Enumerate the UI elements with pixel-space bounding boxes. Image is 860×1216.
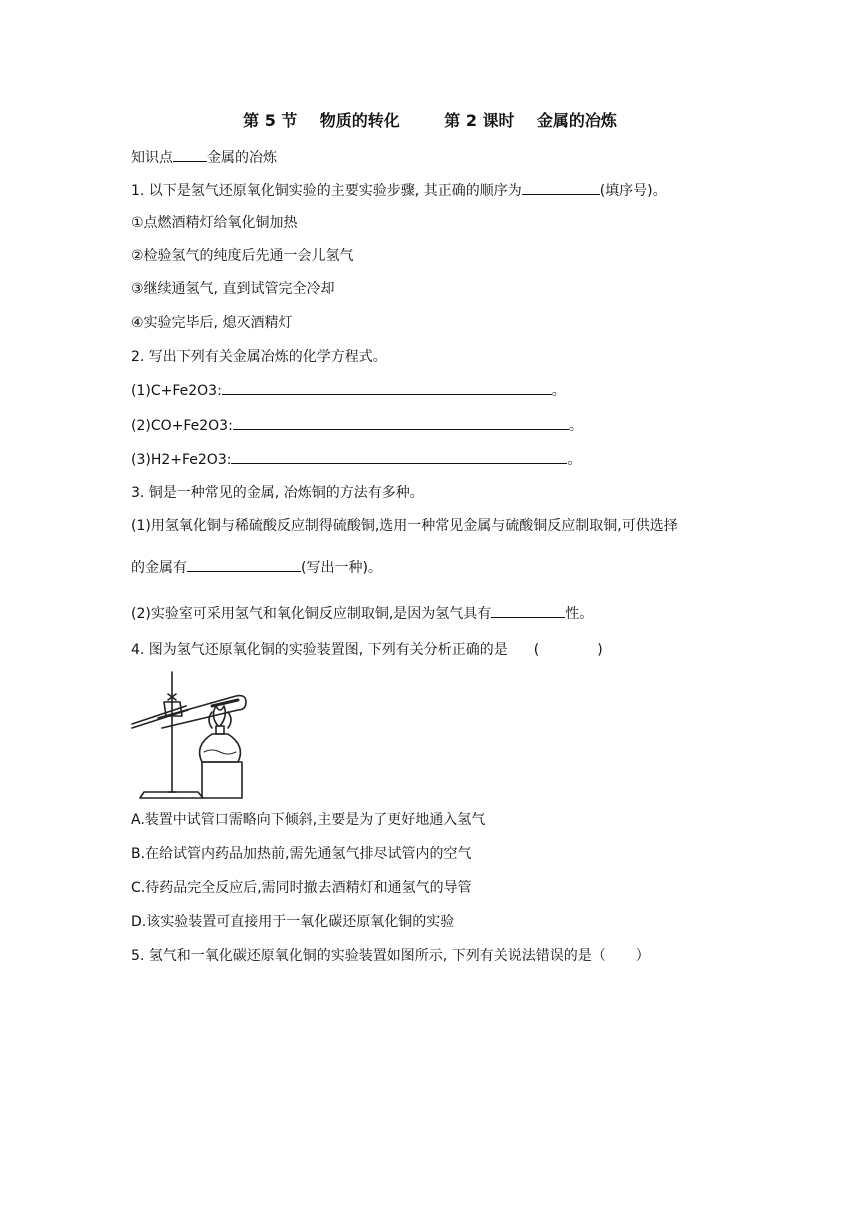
q2-item-3-blank[interactable] xyxy=(231,449,567,464)
q2-item-3-end: 。 xyxy=(567,452,582,468)
q1-step-3: ③继续通氢气, 直到试管完全冷却 xyxy=(131,281,335,297)
q4-paren-close: ) xyxy=(597,642,603,658)
q3-part1-line1: (1)用氢氧化铜与稀硫酸反应制得硫酸铜,选用一种常见金属与硫酸铜反应制取铜,可供选择 xyxy=(131,518,678,534)
q2-item-2 xyxy=(131,415,583,436)
q2-item-3 xyxy=(131,449,581,470)
page-title: 第 5 节 物质的转化 第 2 课时 金属的冶炼 xyxy=(243,111,617,130)
q5-stem-text: 5. 氢气和一氧化碳还原氧化铜的实验装置如图所示, 下列有关说法错误的是（ xyxy=(131,948,606,964)
q1-stem-text: 1. 以下是氢气还原氧化铜实验的主要实验步骤, 其正确的顺序为 xyxy=(131,183,522,199)
q2-item-1-end: 。 xyxy=(551,383,566,399)
q3-part1-prefix: 的金属有 xyxy=(131,560,187,576)
q2-stem: 2. 写出下列有关金属冶炼的化学方程式。 xyxy=(131,349,387,365)
q4-option-a[interactable]: A.装置中试管口需略向下倾斜,主要是为了更好地通入氢气 xyxy=(131,812,486,828)
q1-answer-blank[interactable] xyxy=(522,180,600,195)
q1-step-2: ②检验氢气的纯度后先通一会儿氢气 xyxy=(131,248,354,264)
knowledge-blank[interactable] xyxy=(173,147,207,162)
q2-item-2-blank[interactable] xyxy=(233,415,569,430)
hydrogen-reduction-apparatus-diagram xyxy=(128,666,252,804)
knowledge-point xyxy=(131,147,277,168)
q2-item-1-label: (1)C+Fe2O3: xyxy=(131,383,222,399)
q3-stem: 3. 铜是一种常见的金属, 冶炼铜的方法有多种。 xyxy=(131,485,424,501)
q1-step-1: ①点燃酒精灯给氧化铜加热 xyxy=(131,215,298,231)
q1-step-4: ④实验完毕后, 熄灭酒精灯 xyxy=(131,315,293,331)
q3-part1-suffix: (写出一种)。 xyxy=(301,560,382,576)
q4-paren-open: ( xyxy=(533,642,540,658)
q2-item-3-label: (3)H2+Fe2O3: xyxy=(131,452,232,468)
q4-option-b[interactable]: B.在给试管内药品加热前,需先通氢气排尽试管内的空气 xyxy=(131,846,472,862)
knowledge-label: 知识点 xyxy=(131,150,173,166)
q3-part2-suffix: 性。 xyxy=(565,606,594,622)
q1-stem xyxy=(131,180,667,201)
q4-option-d[interactable]: D.该实验装置可直接用于一氧化碳还原氧化铜的实验 xyxy=(131,914,455,930)
q3-part2-blank[interactable] xyxy=(491,603,565,618)
q5-stem xyxy=(131,946,650,966)
q3-part2-prefix: (2)实验室可采用氢气和氧化铜反应制取铜,是因为氢气具有 xyxy=(131,606,492,622)
q3-part2 xyxy=(131,603,593,624)
q5-paren-close: ） xyxy=(635,948,650,964)
q2-item-1-blank[interactable] xyxy=(222,380,552,395)
q3-part1-line2 xyxy=(131,557,382,578)
q4-stem-text: 4. 图为氢气还原氧化铜的实验装置图, 下列有关分析正确的是 xyxy=(131,642,508,658)
q4-option-c[interactable]: C.待药品完全反应后,需同时撤去酒精灯和通氢气的导管 xyxy=(131,880,472,896)
q1-stem-suffix: (填序号)。 xyxy=(599,183,667,199)
q2-item-1 xyxy=(131,380,566,401)
q4-stem xyxy=(131,640,603,660)
q3-part1-blank[interactable] xyxy=(187,557,301,572)
q2-item-2-end: 。 xyxy=(568,418,583,434)
knowledge-topic: 金属的冶炼 xyxy=(207,150,277,166)
q2-item-2-label: (2)CO+Fe2O3: xyxy=(131,418,233,434)
